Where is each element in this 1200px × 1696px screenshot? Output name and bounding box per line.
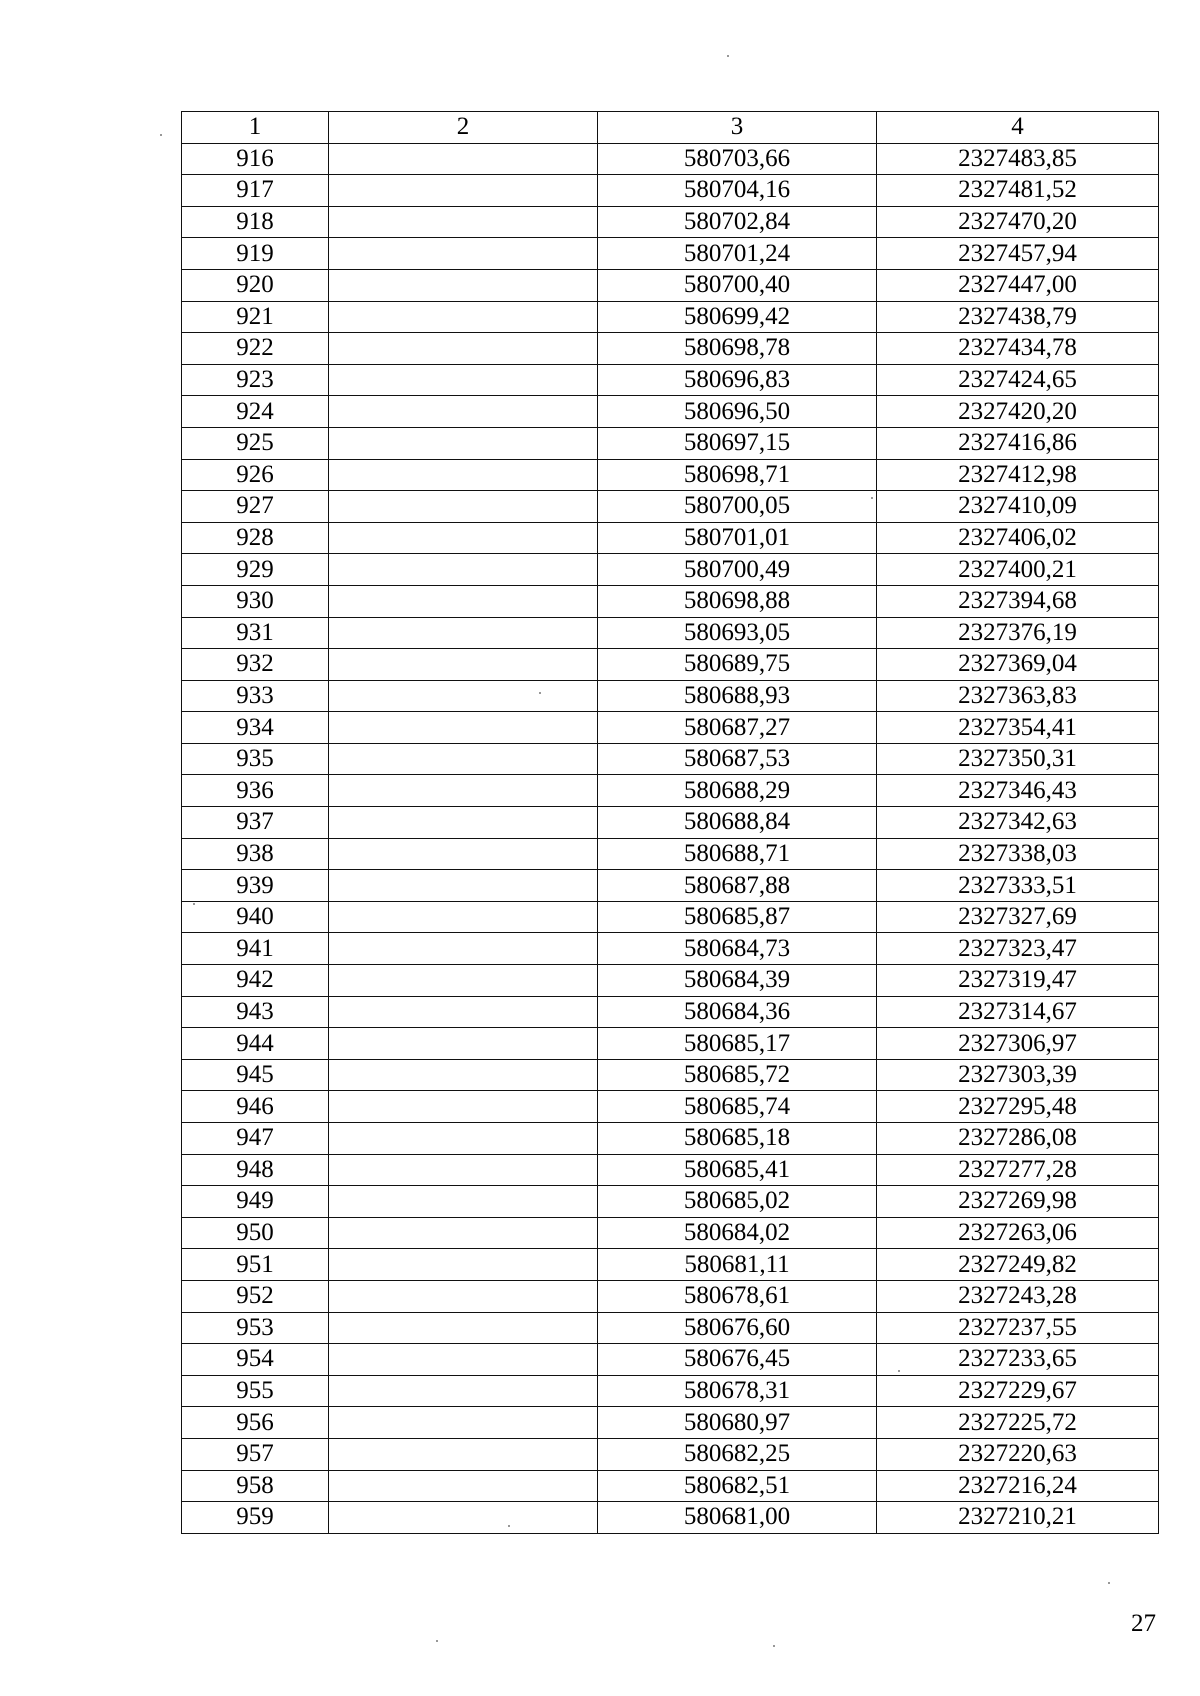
y-coordinate-cell: 2327434,78 [877, 333, 1159, 365]
point-number-cell: 936 [182, 775, 329, 807]
table-row [182, 459, 1159, 491]
column-2-cell [329, 491, 598, 523]
point-number-cell: 932 [182, 649, 329, 681]
table-row [182, 617, 1159, 649]
table-row [182, 1344, 1159, 1376]
scan-speck [871, 497, 873, 499]
column-2-cell [329, 1407, 598, 1439]
table-row [182, 1186, 1159, 1218]
scan-speck [539, 692, 541, 694]
table-row [182, 269, 1159, 301]
y-coordinate-cell: 2327457,94 [877, 238, 1159, 270]
y-coordinate-cell: 2327416,86 [877, 427, 1159, 459]
table-row [182, 1407, 1159, 1439]
table-row [182, 522, 1159, 554]
table-row [182, 585, 1159, 617]
table-row [182, 965, 1159, 997]
scan-speck [1108, 1582, 1110, 1584]
y-coordinate-cell: 2327286,08 [877, 1123, 1159, 1155]
column-2-cell [329, 522, 598, 554]
column-2-cell [329, 1375, 598, 1407]
column-2-cell [329, 175, 598, 207]
x-coordinate-cell: 580684,73 [598, 933, 877, 965]
y-coordinate-cell: 2327406,02 [877, 522, 1159, 554]
x-coordinate-cell: 580682,25 [598, 1438, 877, 1470]
y-coordinate-cell: 2327447,00 [877, 269, 1159, 301]
x-coordinate-cell: 580685,87 [598, 901, 877, 933]
y-coordinate-cell: 2327229,67 [877, 1375, 1159, 1407]
x-coordinate-cell: 580688,93 [598, 680, 877, 712]
y-coordinate-cell: 2327350,31 [877, 743, 1159, 775]
table-row [182, 901, 1159, 933]
point-number-cell: 955 [182, 1375, 329, 1407]
x-coordinate-cell: 580688,29 [598, 775, 877, 807]
table-row [182, 1059, 1159, 1091]
y-coordinate-cell: 2327342,63 [877, 807, 1159, 839]
column-2-cell [329, 143, 598, 175]
column-2-cell [329, 333, 598, 365]
y-coordinate-cell: 2327220,63 [877, 1438, 1159, 1470]
scan-speck [436, 1640, 438, 1642]
point-number-cell: 920 [182, 269, 329, 301]
column-2-cell [329, 1280, 598, 1312]
column-2-cell [329, 459, 598, 491]
point-number-cell: 943 [182, 996, 329, 1028]
point-number-cell: 939 [182, 870, 329, 902]
point-number-cell: 946 [182, 1091, 329, 1123]
column-2-cell [329, 301, 598, 333]
scan-speck [160, 134, 162, 136]
x-coordinate-cell: 580699,42 [598, 301, 877, 333]
x-coordinate-cell: 580698,71 [598, 459, 877, 491]
y-coordinate-cell: 2327327,69 [877, 901, 1159, 933]
point-number-cell: 950 [182, 1217, 329, 1249]
table-row [182, 427, 1159, 459]
x-coordinate-cell: 580688,84 [598, 807, 877, 839]
y-coordinate-cell: 2327369,04 [877, 649, 1159, 681]
column-2-cell [329, 269, 598, 301]
x-coordinate-cell: 580700,05 [598, 491, 877, 523]
column-2-cell [329, 1438, 598, 1470]
point-number-cell: 925 [182, 427, 329, 459]
point-number-cell: 956 [182, 1407, 329, 1439]
x-coordinate-cell: 580701,01 [598, 522, 877, 554]
scan-speck [773, 1645, 775, 1647]
y-coordinate-cell: 2327323,47 [877, 933, 1159, 965]
y-coordinate-cell: 2327303,39 [877, 1059, 1159, 1091]
x-coordinate-cell: 580702,84 [598, 206, 877, 238]
x-coordinate-cell: 580678,31 [598, 1375, 877, 1407]
y-coordinate-cell: 2327424,65 [877, 364, 1159, 396]
table-row [182, 712, 1159, 744]
table-row [182, 1470, 1159, 1502]
point-number-cell: 951 [182, 1249, 329, 1281]
table-row [182, 364, 1159, 396]
table-row [182, 206, 1159, 238]
y-coordinate-cell: 2327319,47 [877, 965, 1159, 997]
column-2-cell [329, 396, 598, 428]
point-number-cell: 937 [182, 807, 329, 839]
scan-speck [193, 903, 195, 905]
point-number-cell: 918 [182, 206, 329, 238]
column-header-2: 2 [329, 112, 598, 144]
column-2-cell [329, 1217, 598, 1249]
x-coordinate-cell: 580685,17 [598, 1028, 877, 1060]
point-number-cell: 954 [182, 1344, 329, 1376]
point-number-cell: 952 [182, 1280, 329, 1312]
table-row [182, 1438, 1159, 1470]
point-number-cell: 926 [182, 459, 329, 491]
table-row [182, 1502, 1159, 1534]
column-2-cell [329, 807, 598, 839]
x-coordinate-cell: 580697,15 [598, 427, 877, 459]
column-2-cell [329, 554, 598, 586]
table-row [182, 743, 1159, 775]
x-coordinate-cell: 580700,40 [598, 269, 877, 301]
x-coordinate-cell: 580684,39 [598, 965, 877, 997]
x-coordinate-cell: 580693,05 [598, 617, 877, 649]
column-2-cell [329, 1059, 598, 1091]
column-2-cell [329, 712, 598, 744]
y-coordinate-cell: 2327363,83 [877, 680, 1159, 712]
column-2-cell [329, 1502, 598, 1534]
column-2-cell [329, 933, 598, 965]
y-coordinate-cell: 2327483,85 [877, 143, 1159, 175]
y-coordinate-cell: 2327243,28 [877, 1280, 1159, 1312]
y-coordinate-cell: 2327420,20 [877, 396, 1159, 428]
y-coordinate-cell: 2327277,28 [877, 1154, 1159, 1186]
y-coordinate-cell: 2327470,20 [877, 206, 1159, 238]
column-2-cell [329, 1186, 598, 1218]
x-coordinate-cell: 580703,66 [598, 143, 877, 175]
column-2-cell [329, 617, 598, 649]
column-2-cell [329, 1470, 598, 1502]
table-row [182, 1312, 1159, 1344]
y-coordinate-cell: 2327400,21 [877, 554, 1159, 586]
y-coordinate-cell: 2327354,41 [877, 712, 1159, 744]
point-number-cell: 919 [182, 238, 329, 270]
table-row [182, 1123, 1159, 1155]
x-coordinate-cell: 580680,97 [598, 1407, 877, 1439]
table-row [182, 1217, 1159, 1249]
x-coordinate-cell: 580704,16 [598, 175, 877, 207]
y-coordinate-cell: 2327481,52 [877, 175, 1159, 207]
table-row [182, 775, 1159, 807]
x-coordinate-cell: 580682,51 [598, 1470, 877, 1502]
table-row [182, 996, 1159, 1028]
x-coordinate-cell: 580689,75 [598, 649, 877, 681]
x-coordinate-cell: 580687,88 [598, 870, 877, 902]
table-body [182, 143, 1159, 1533]
table-row [182, 1249, 1159, 1281]
column-2-cell [329, 965, 598, 997]
y-coordinate-cell: 2327216,24 [877, 1470, 1159, 1502]
column-2-cell [329, 680, 598, 712]
column-header-4: 4 [877, 112, 1159, 144]
column-2-cell [329, 743, 598, 775]
x-coordinate-cell: 580678,61 [598, 1280, 877, 1312]
point-number-cell: 933 [182, 680, 329, 712]
y-coordinate-cell: 2327438,79 [877, 301, 1159, 333]
y-coordinate-cell: 2327394,68 [877, 585, 1159, 617]
y-coordinate-cell: 2327249,82 [877, 1249, 1159, 1281]
column-2-cell [329, 1312, 598, 1344]
x-coordinate-cell: 580687,53 [598, 743, 877, 775]
column-2-cell [329, 838, 598, 870]
column-2-cell [329, 585, 598, 617]
column-2-cell [329, 364, 598, 396]
point-number-cell: 953 [182, 1312, 329, 1344]
y-coordinate-cell: 2327210,21 [877, 1502, 1159, 1534]
column-2-cell [329, 1091, 598, 1123]
point-number-cell: 917 [182, 175, 329, 207]
point-number-cell: 948 [182, 1154, 329, 1186]
table-header-row [182, 112, 1159, 144]
scan-speck [898, 1370, 900, 1372]
table-row [182, 143, 1159, 175]
x-coordinate-cell: 580700,49 [598, 554, 877, 586]
y-coordinate-cell: 2327295,48 [877, 1091, 1159, 1123]
x-coordinate-cell: 580687,27 [598, 712, 877, 744]
column-header-3: 3 [598, 112, 877, 144]
page-number: 27 [1131, 1610, 1156, 1637]
y-coordinate-cell: 2327412,98 [877, 459, 1159, 491]
table-row [182, 554, 1159, 586]
point-number-cell: 938 [182, 838, 329, 870]
table-row [182, 680, 1159, 712]
point-number-cell: 923 [182, 364, 329, 396]
column-header-1: 1 [182, 112, 329, 144]
y-coordinate-cell: 2327225,72 [877, 1407, 1159, 1439]
x-coordinate-cell: 580684,02 [598, 1217, 877, 1249]
y-coordinate-cell: 2327269,98 [877, 1186, 1159, 1218]
y-coordinate-cell: 2327263,06 [877, 1217, 1159, 1249]
x-coordinate-cell: 580681,11 [598, 1249, 877, 1281]
y-coordinate-cell: 2327333,51 [877, 870, 1159, 902]
scan-speck [727, 55, 729, 57]
x-coordinate-cell: 580685,74 [598, 1091, 877, 1123]
x-coordinate-cell: 580696,50 [598, 396, 877, 428]
x-coordinate-cell: 580685,41 [598, 1154, 877, 1186]
y-coordinate-cell: 2327314,67 [877, 996, 1159, 1028]
y-coordinate-cell: 2327376,19 [877, 617, 1159, 649]
y-coordinate-cell: 2327338,03 [877, 838, 1159, 870]
point-number-cell: 929 [182, 554, 329, 586]
x-coordinate-cell: 580688,71 [598, 838, 877, 870]
table-row [182, 1028, 1159, 1060]
column-2-cell [329, 1123, 598, 1155]
table-row [182, 301, 1159, 333]
point-number-cell: 922 [182, 333, 329, 365]
point-number-cell: 949 [182, 1186, 329, 1218]
column-2-cell [329, 775, 598, 807]
point-number-cell: 957 [182, 1438, 329, 1470]
table-row [182, 1154, 1159, 1186]
column-2-cell [329, 996, 598, 1028]
point-number-cell: 959 [182, 1502, 329, 1534]
point-number-cell: 958 [182, 1470, 329, 1502]
point-number-cell: 924 [182, 396, 329, 428]
point-number-cell: 935 [182, 743, 329, 775]
point-number-cell: 941 [182, 933, 329, 965]
column-2-cell [329, 1249, 598, 1281]
y-coordinate-cell: 2327410,09 [877, 491, 1159, 523]
x-coordinate-cell: 580698,78 [598, 333, 877, 365]
point-number-cell: 947 [182, 1123, 329, 1155]
x-coordinate-cell: 580684,36 [598, 996, 877, 1028]
table-row [182, 649, 1159, 681]
x-coordinate-cell: 580681,00 [598, 1502, 877, 1534]
scan-speck [508, 1525, 510, 1527]
table-row [182, 1091, 1159, 1123]
x-coordinate-cell: 580676,45 [598, 1344, 877, 1376]
table-row [182, 807, 1159, 839]
table-row [182, 175, 1159, 207]
column-2-cell [329, 427, 598, 459]
table-row [182, 838, 1159, 870]
point-number-cell: 916 [182, 143, 329, 175]
column-2-cell [329, 238, 598, 270]
table-row [182, 238, 1159, 270]
point-number-cell: 921 [182, 301, 329, 333]
table-row [182, 933, 1159, 965]
x-coordinate-cell: 580698,88 [598, 585, 877, 617]
x-coordinate-cell: 580696,83 [598, 364, 877, 396]
x-coordinate-cell: 580685,02 [598, 1186, 877, 1218]
column-2-cell [329, 206, 598, 238]
point-number-cell: 942 [182, 965, 329, 997]
y-coordinate-cell: 2327306,97 [877, 1028, 1159, 1060]
table-row [182, 396, 1159, 428]
column-2-cell [329, 1344, 598, 1376]
x-coordinate-cell: 580685,72 [598, 1059, 877, 1091]
point-number-cell: 928 [182, 522, 329, 554]
column-2-cell [329, 870, 598, 902]
y-coordinate-cell: 2327346,43 [877, 775, 1159, 807]
y-coordinate-cell: 2327237,55 [877, 1312, 1159, 1344]
point-number-cell: 927 [182, 491, 329, 523]
point-number-cell: 930 [182, 585, 329, 617]
point-number-cell: 931 [182, 617, 329, 649]
coordinates-table [181, 111, 1159, 1534]
column-2-cell [329, 1154, 598, 1186]
table-row [182, 333, 1159, 365]
table-row [182, 870, 1159, 902]
table-row [182, 491, 1159, 523]
y-coordinate-cell: 2327233,65 [877, 1344, 1159, 1376]
x-coordinate-cell: 580701,24 [598, 238, 877, 270]
x-coordinate-cell: 580685,18 [598, 1123, 877, 1155]
table-row [182, 1375, 1159, 1407]
column-2-cell [329, 901, 598, 933]
column-2-cell [329, 1028, 598, 1060]
point-number-cell: 945 [182, 1059, 329, 1091]
point-number-cell: 944 [182, 1028, 329, 1060]
point-number-cell: 940 [182, 901, 329, 933]
point-number-cell: 934 [182, 712, 329, 744]
table-row [182, 1280, 1159, 1312]
column-2-cell [329, 649, 598, 681]
x-coordinate-cell: 580676,60 [598, 1312, 877, 1344]
